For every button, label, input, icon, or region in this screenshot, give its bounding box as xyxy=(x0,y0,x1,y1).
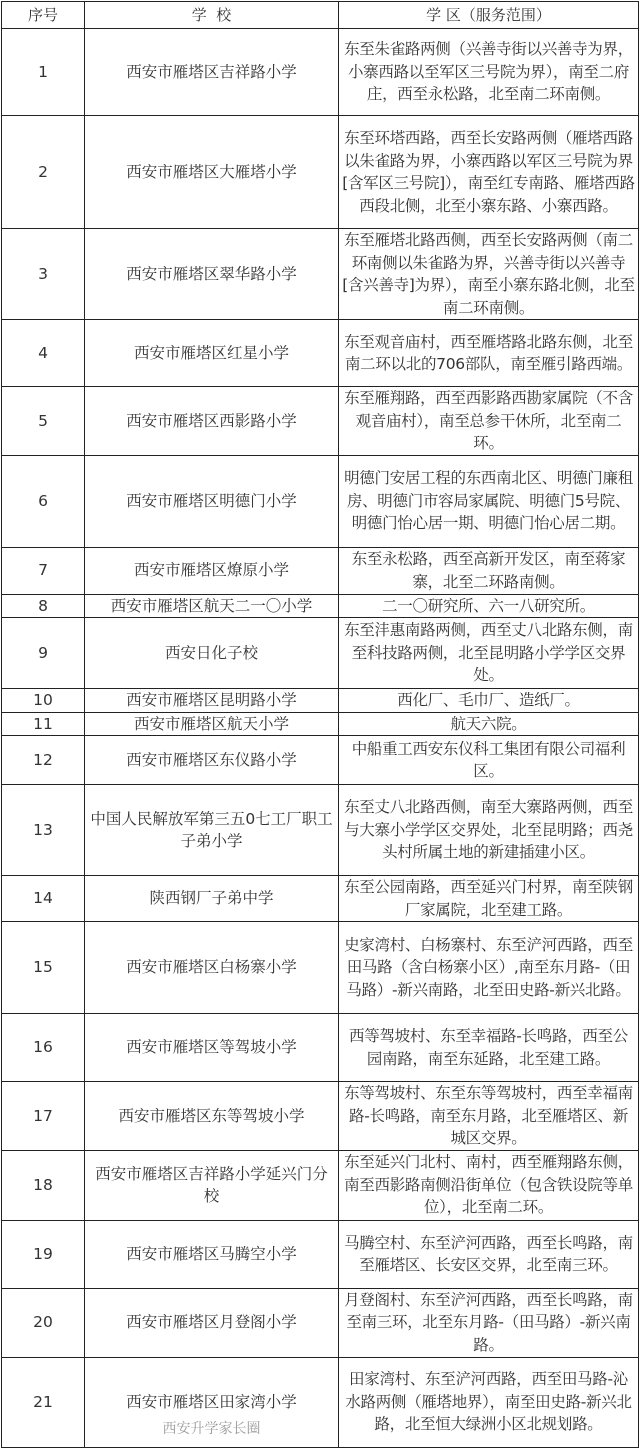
table-row xyxy=(2,387,639,456)
school-name: 西安市雁塔区月登阁小学 xyxy=(85,1288,339,1357)
row-number: 2 xyxy=(2,116,85,229)
district-area: 东至公园南路，西至延兴门村界，南至陕钢厂家属院，北至建工路。 xyxy=(339,876,639,922)
district-area: 东至延兴门北村、南村，西至雁翔路东侧，南至西影路南侧沿街单位（包含铁设院等单位），北至南二环。 xyxy=(339,1150,639,1220)
table-row xyxy=(2,116,639,229)
district-area: 西等驾坡村、东至幸福路-长鸣路，西至公园南路，南至东延路，北至建工路。 xyxy=(339,1014,639,1082)
row-number: 20 xyxy=(2,1288,85,1357)
table-row xyxy=(2,736,639,785)
school-name: 西安市雁塔区红星小学 xyxy=(85,320,339,387)
district-area: 东至丈八北路西侧，南至大寨路两侧，西至与大寨小学学区交界处，北至昆明路；西尧头村所属土地的新建插建小区。 xyxy=(339,785,639,876)
school-name: 西安市雁塔区燎原小学 xyxy=(85,547,339,594)
row-number: 19 xyxy=(2,1220,85,1288)
school-name: 西安市雁塔区航天小学 xyxy=(85,712,339,736)
school-name: 西安市雁塔区昆明路小学 xyxy=(85,689,339,713)
table-row xyxy=(2,1220,639,1288)
table-row xyxy=(2,1014,639,1082)
district-area: 东至雁塔北路西侧，西至长安路两侧（南二环南侧以朱雀路为界，兴善寺街以兴善寺[含兴善寺]为界），南至小寨东路北侧，北至南二环南侧。 xyxy=(339,229,639,320)
row-number: 9 xyxy=(2,618,85,689)
table-row xyxy=(2,1288,639,1357)
district-area: 马腾空村、东至浐河西路，西至长鸣路，南至雁塔区、长安区交界，北至南三环。 xyxy=(339,1220,639,1288)
school-name: 西安市雁塔区东等驾坡小学 xyxy=(85,1082,339,1151)
row-number: 21 xyxy=(2,1357,85,1447)
row-number: 1 xyxy=(2,29,85,116)
row-number: 16 xyxy=(2,1014,85,1082)
school-district-table xyxy=(1,1,639,1448)
watermark: 西安升学家长圈 xyxy=(162,1420,261,1437)
school-name: 西安市雁塔区白杨寨小学 xyxy=(85,922,339,1014)
row-number: 8 xyxy=(2,594,85,618)
district-area: 东至沣惠南路两侧，西至丈八北路东侧，南至科技路两侧，北至昆明路小学学区交界处。 xyxy=(339,618,639,689)
district-area: 东至环塔西路，西至长安路两侧（雁塔西路以朱雀路为界，小寨西路以军区三号院为界[含军区三号院]），南至红专南路、雁塔西路西段北侧，北至小寨东路、小寨西路。 xyxy=(339,116,639,229)
table-header-row xyxy=(2,2,639,29)
table-row xyxy=(2,1150,639,1220)
row-number: 4 xyxy=(2,320,85,387)
row-number: 14 xyxy=(2,876,85,922)
table-row xyxy=(2,689,639,713)
header-school: 学 校 xyxy=(85,2,339,29)
row-number: 11 xyxy=(2,712,85,736)
table-row xyxy=(2,320,639,387)
district-area: 东等驾坡村、东至东等驾坡村，西至幸福南路-长鸣路，南至东月路，北至雁塔区、新城区交界。 xyxy=(339,1082,639,1151)
district-area: 史家湾村、白杨寨村、东至浐河西路，西至田马路（含白杨寨小区）,南至东月路-（田马路）-新兴南路，北至田史路-新兴北路。 xyxy=(339,922,639,1014)
school-name: 西安市雁塔区等驾坡小学 xyxy=(85,1014,339,1082)
school-name: 西安市雁塔区吉祥路小学 xyxy=(85,29,339,116)
row-number: 13 xyxy=(2,785,85,876)
table-row xyxy=(2,922,639,1014)
table-row xyxy=(2,455,639,547)
school-name: 中国人民解放军第三五0七工厂职工子弟小学 xyxy=(85,785,339,876)
school-name: 西安市雁塔区明德门小学 xyxy=(85,455,339,547)
district-area: 明德门安居工程的东西南北区、明德门廉租房、明德门市容局家属院、明德门5号院、明德门怡心居一期、明德门怡心居二期。 xyxy=(339,455,639,547)
school-name: 西安市雁塔区航天二一〇小学 xyxy=(85,594,339,618)
row-number: 12 xyxy=(2,736,85,785)
school-name: 西安市雁塔区吉祥路小学延兴门分校 xyxy=(85,1150,339,1220)
row-number: 15 xyxy=(2,922,85,1014)
header-area: 学 区（服务范围） xyxy=(339,2,639,29)
row-number: 10 xyxy=(2,689,85,713)
row-number: 7 xyxy=(2,547,85,594)
table-row xyxy=(2,547,639,594)
district-area: 航天六院。 xyxy=(339,712,639,736)
table-row xyxy=(2,712,639,736)
district-area: 东至朱雀路两侧（兴善寺街以兴善寺为界，小寨西路以至军区三号院为界），南至二府庄，西至永松路，北至南二环南侧。 xyxy=(339,29,639,116)
school-name: 西安市雁塔区大雁塔小学 xyxy=(85,116,339,229)
district-area: 西化厂、毛巾厂、造纸厂。 xyxy=(339,689,639,713)
table-row xyxy=(2,1357,639,1447)
table-row xyxy=(2,29,639,116)
school-name: 陕西钢厂子弟中学 xyxy=(85,876,339,922)
row-number: 5 xyxy=(2,387,85,456)
table-row xyxy=(2,785,639,876)
school-name: 西安市雁塔区东仪路小学 xyxy=(85,736,339,785)
table-row xyxy=(2,618,639,689)
row-number: 18 xyxy=(2,1150,85,1220)
district-area: 二一〇研究所、六一八研究所。 xyxy=(339,594,639,618)
district-area: 东至雁翔路，西至西影路西勘家属院（不含观音庙村），南至总参干休所，北至南二环。 xyxy=(339,387,639,456)
row-number: 17 xyxy=(2,1082,85,1151)
school-name: 西安市雁塔区马腾空小学 xyxy=(85,1220,339,1288)
row-number: 3 xyxy=(2,229,85,320)
header-no: 序号 xyxy=(2,2,85,29)
school-name: 西安日化子校 xyxy=(85,618,339,689)
school-name: 西安市雁塔区西影路小学 xyxy=(85,387,339,456)
district-area: 月登阁村、东至浐河西路，西至长鸣路，南至南三环，北至东月路-（田马路）-新兴南路。 xyxy=(339,1288,639,1357)
district-area: 东至观音庙村，西至雁塔路北路东侧，北至南二环以北的706部队，南至雁引路西端。 xyxy=(339,320,639,387)
table-row xyxy=(2,594,639,618)
district-area: 田家湾村、东至浐河西路，西至田马路-沁水路两侧（雁塔地界），南至田史路-新兴北路，北至恒大绿洲小区北规划路。 xyxy=(339,1357,639,1447)
table-row xyxy=(2,229,639,320)
district-area: 中船重工西安东仪科工集团有限公司福利区。 xyxy=(339,736,639,785)
table-row xyxy=(2,876,639,922)
row-number: 6 xyxy=(2,455,85,547)
district-area: 东至永松路，西至高新开发区，南至蒋家寨，北至二环路南侧。 xyxy=(339,547,639,594)
school-name: 西安市雁塔区田家湾小学 xyxy=(85,1357,339,1447)
table-row xyxy=(2,1082,639,1151)
school-name: 西安市雁塔区翠华路小学 xyxy=(85,229,339,320)
table-body xyxy=(2,29,639,1448)
